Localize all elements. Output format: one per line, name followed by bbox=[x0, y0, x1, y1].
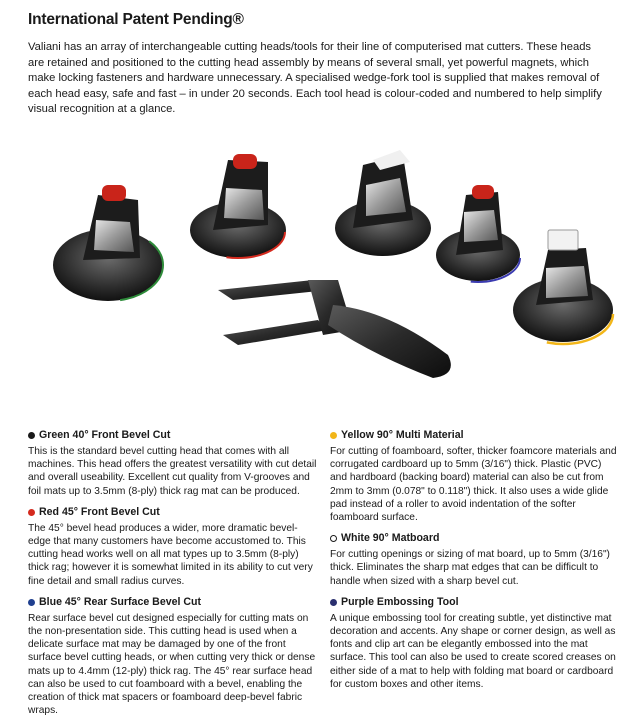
item-heading: Blue 45° Rear Surface Bevel Cut bbox=[39, 595, 202, 608]
yellow-head-item bbox=[330, 429, 620, 524]
item-body: The 45° bevel head produces a wider, more dramatic bevel-edge that many customers have become accustomed to. This cutting head works well on all mat types up to 3.5mm (8-ply) thick rag; however it is somewhat limited in its ability to cut very fine detail and small radius curves. bbox=[28, 522, 313, 587]
green-cutting-head bbox=[53, 185, 163, 301]
white-bullet-icon bbox=[330, 535, 337, 542]
item-heading: Purple Embossing Tool bbox=[341, 595, 459, 608]
intro-paragraph: Valiani has an array of interchangeable cutting heads/tools for their line of computerised mat cutters. These heads are retained and positioned to the cutting head assembly by means of several small, yet powerful magnets, which make locking fasteners and hardware unnecessary. A specialised wedge-fork tool is supplied that makes removal of each head easy, safe and fast – in under 20 seconds. Each tool head is colour-coded and numbered to help simplify visual recognition at a glance. bbox=[28, 41, 602, 115]
item-heading: Yellow 90° Multi Material bbox=[341, 429, 464, 441]
white-head-item bbox=[330, 532, 620, 588]
blue-bullet-icon bbox=[28, 599, 35, 606]
item-heading: Green 40° Front Bevel Cut bbox=[39, 429, 171, 441]
red-bullet-icon bbox=[28, 509, 35, 516]
item-body: For cutting openings or sizing of mat board, up to 5mm (3/16") thick. Eliminates the sharp mat edges that can be difficult to handle when sized with a sharp bevel cut. bbox=[330, 549, 610, 587]
page-title: International Patent Pending® bbox=[28, 11, 244, 28]
item-heading: Red 45° Front Bevel Cut bbox=[39, 505, 160, 518]
purple-tool-item bbox=[330, 596, 620, 691]
purple-bullet-icon bbox=[330, 599, 337, 606]
item-body: Rear surface bevel cut designed especially for cutting mats on the non-presentation side. This cutting head is used when a delicate surface mat may be damaged by one of the front surface bevel cutting heads, or when cutting very thick or dense mats up to 4.4mm (12-ply) thick rag. The 45° rear surface head can also be used to cut foamboard with a bevel, enabling the creation of thick mat spacers or foamboard deep-bevel fabric wraps. bbox=[28, 612, 316, 717]
white-cutting-head bbox=[513, 230, 613, 344]
wedge-fork-tool bbox=[218, 280, 451, 378]
green-head-item bbox=[28, 429, 318, 498]
blue-head-item bbox=[28, 596, 318, 718]
yellow-bullet-icon bbox=[330, 432, 337, 439]
red-cutting-head bbox=[190, 154, 286, 258]
item-body: A unique embossing tool for creating subtle, yet distinctive mat decoration and accents. Any shape or corner design, as well as fonts and clip art can be elegantly embossed into the mat surface. This tool can also be used to create scored creases on either side of a mat to help with folding mat board or cardboard for custom boxes and other items. bbox=[330, 612, 616, 690]
blue-cutting-head bbox=[335, 150, 431, 256]
right-column bbox=[330, 429, 620, 699]
yellow-cutting-head bbox=[436, 185, 520, 282]
left-column bbox=[28, 429, 318, 725]
item-body: For cutting of foamboard, softer, thicker foamcore materials and corrugated cardboard up to 5mm (3/16") thick. Plastic (PVC) and hardboard (backing board) material can also be cut from 2mm to 3mm (0.078" to 0.118") thick. It also uses a wide glide pad instead of a roller to avoid indentation of the softer foamboard surface. bbox=[330, 446, 617, 524]
item-heading: White 90° Matboard bbox=[341, 532, 440, 545]
cutting-heads-photo bbox=[28, 140, 618, 408]
green-bullet-icon bbox=[28, 432, 35, 439]
item-body: This is the standard bevel cutting head that comes with all machines. This head offers the greatest versatility with cut detail and overall useability. Excellent cut quality from V-grooves and foil mats up to 3.5mm (8-ply) thick rag mat can be produced. bbox=[28, 446, 317, 497]
red-head-item bbox=[28, 506, 318, 588]
